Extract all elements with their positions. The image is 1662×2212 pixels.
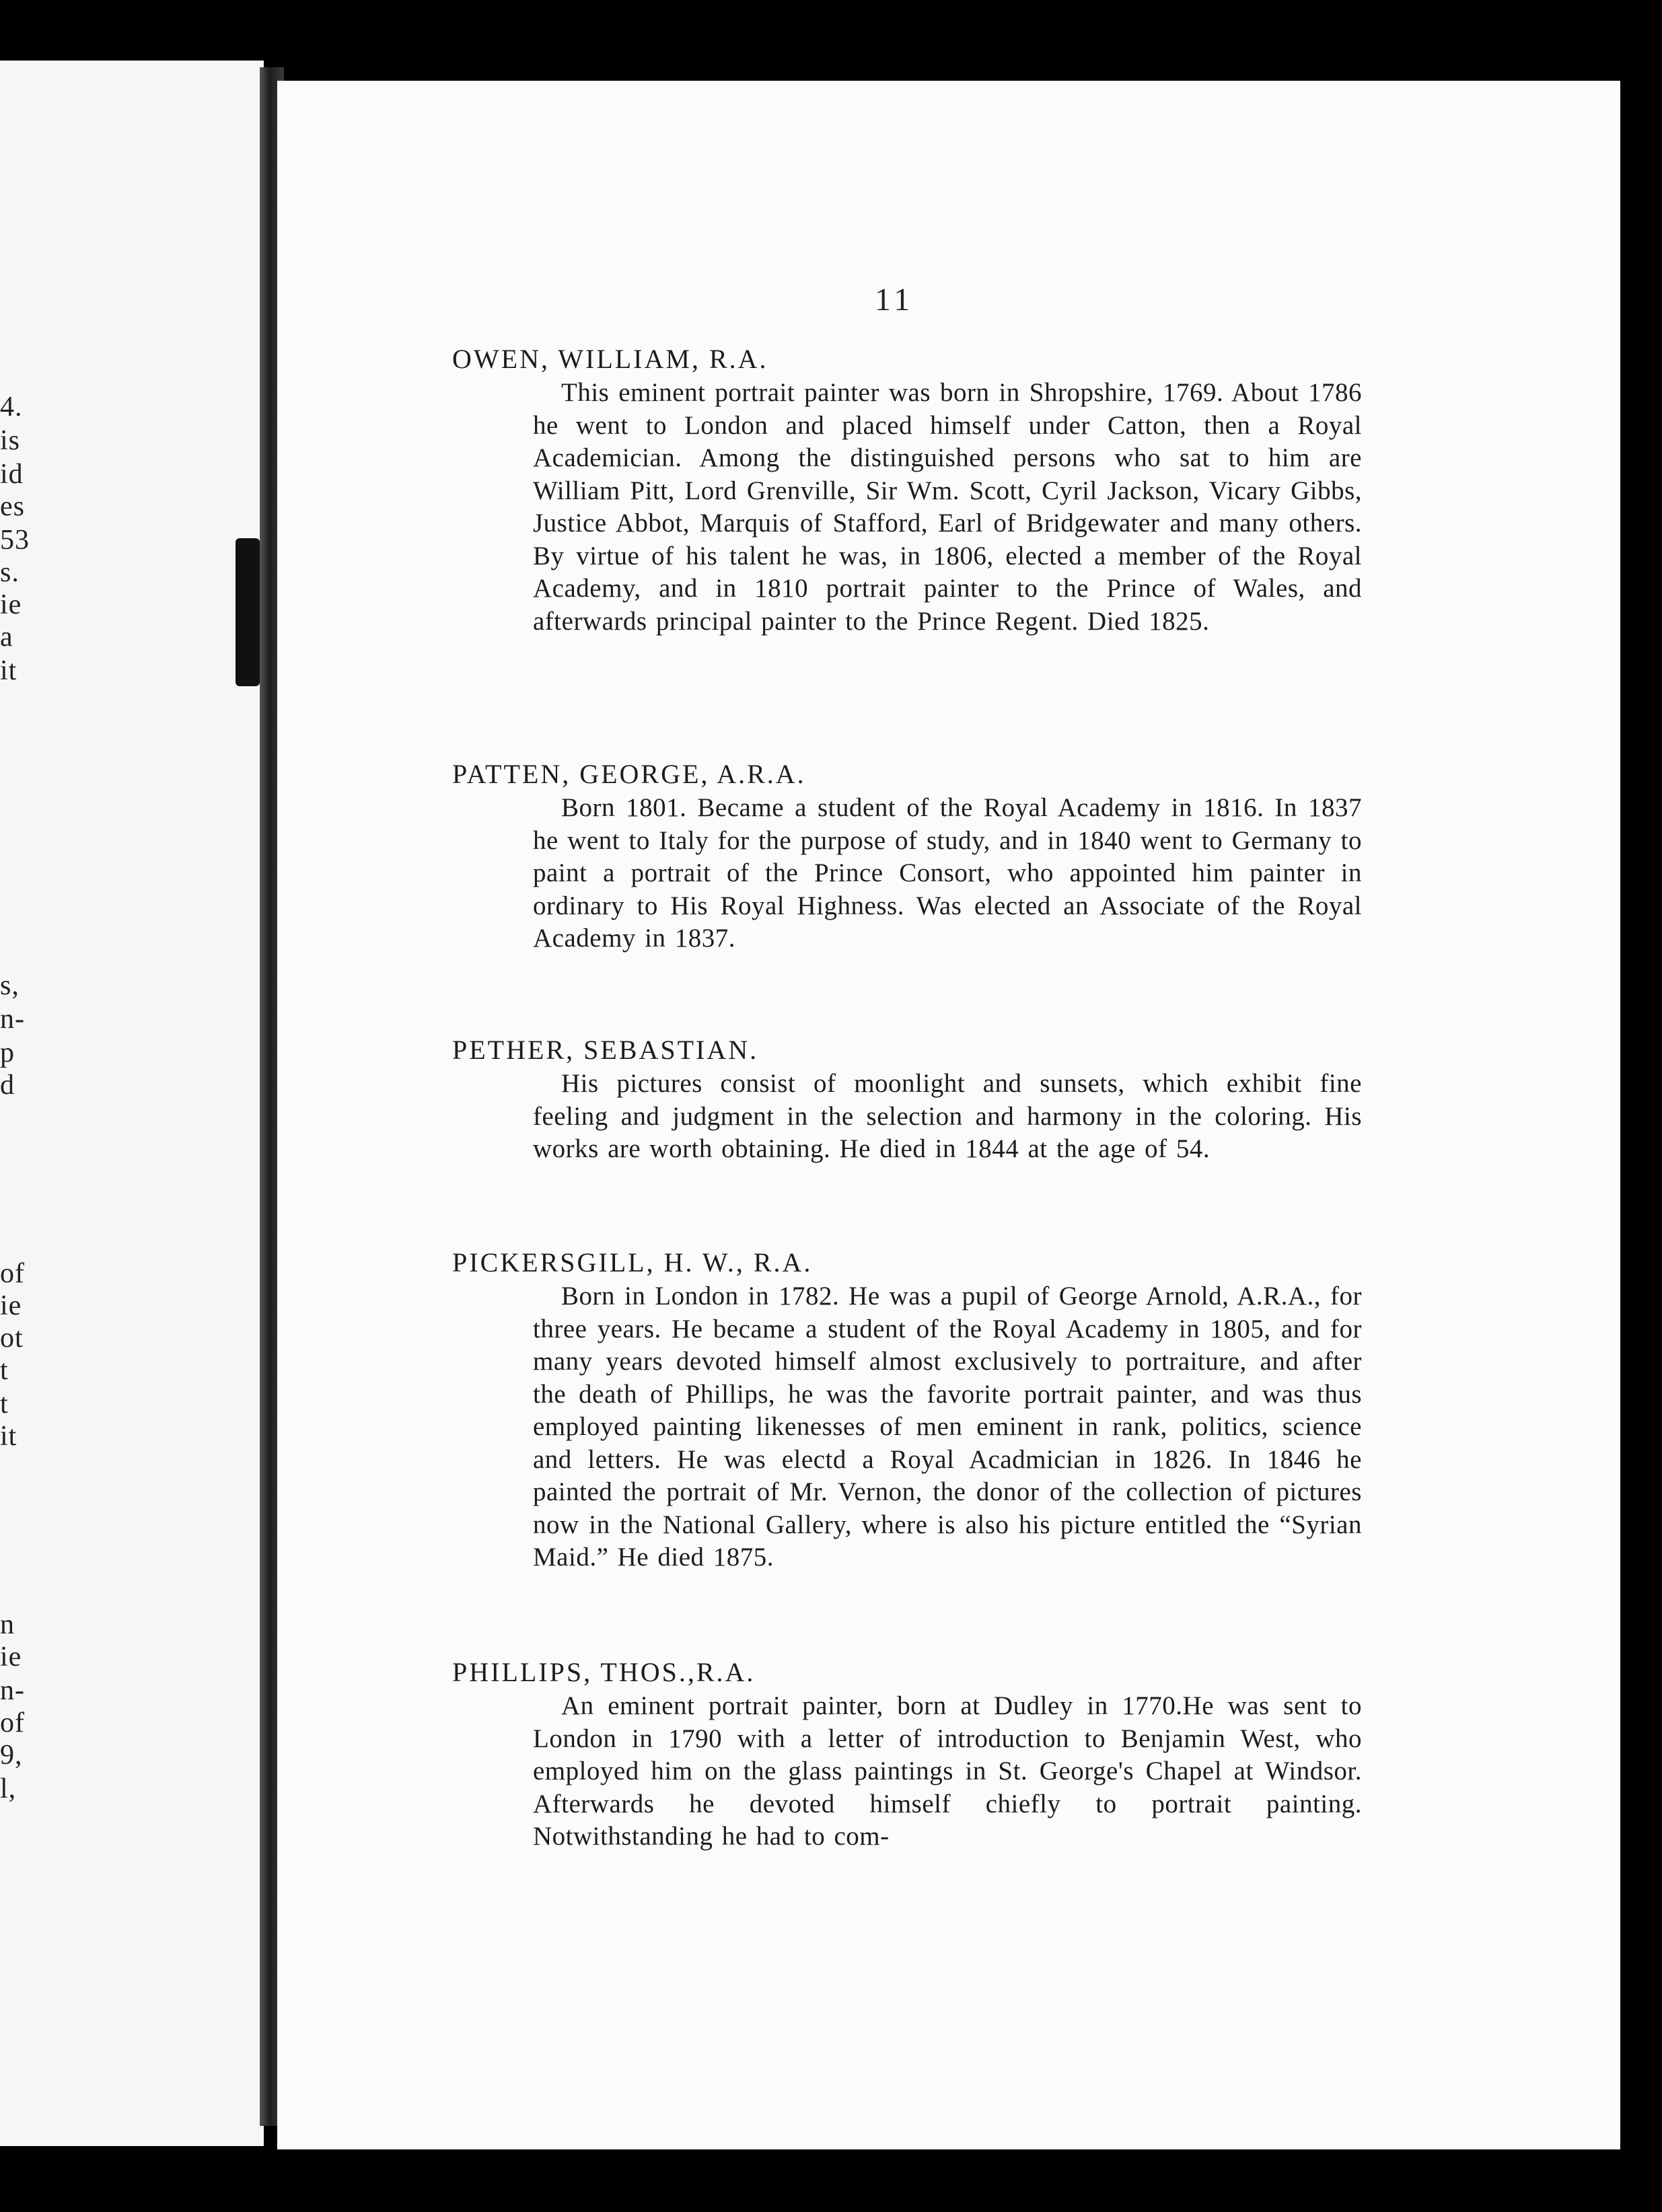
left-fragment: 9, xyxy=(0,1740,23,1771)
left-fragment: l, xyxy=(0,1773,17,1804)
left-fragment: s, xyxy=(0,970,20,1001)
left-fragment: of xyxy=(0,1707,25,1738)
left-fragment: ot xyxy=(0,1323,24,1354)
left-fragment: s. xyxy=(0,557,20,588)
entry-text: An eminent portrait painter, born at Dudley in 1770.He was sent to London in 1790 with a letter of introduction to Benjamin West, who employed him on the glass paintings in St. George's Chapel at Windsor. Afterwards he devoted himself chiefly to portrait painting. Notwithstanding he had to com- xyxy=(533,1691,1362,1851)
left-fragment: es xyxy=(0,491,25,522)
left-fragment: of xyxy=(0,1258,25,1289)
left-fragment: p xyxy=(0,1037,15,1068)
entry-heading: PHILLIPS, THOS.,R.A. xyxy=(452,1657,756,1687)
left-fragment: ie xyxy=(0,1290,22,1321)
left-fragment: ie xyxy=(0,589,22,620)
left-fragment: id xyxy=(0,459,24,490)
left-fragment: a xyxy=(0,622,13,653)
left-fragment: d xyxy=(0,1070,15,1101)
entry-text: His pictures consist of moonlight and sunsets, which exhibit fine feeling and judgment in the selection and harmony in the coloring. His works are worth obtaining. He died in 1844 at the age of 54. xyxy=(533,1069,1362,1163)
entry-text: Born in London in 1782. He was a pupil of George Arnold, A.R.A., for three years. He became a student of the Royal Academy in 1805, and for many years devoted himself almost exclusively to portraiture, and after the death of Phillips, he was the favorite portrait painter, and was thus employed painting likenesses of men eminent in rank, politics, science and letters. He was electd a Royal Acadmician in 1826. In 1846 he painted the portrait of Mr. Vernon, the donor of the collection of pictures now in the National Gallery, where is also his picture entitled the “Syrian Maid.” He died 1875. xyxy=(533,1282,1362,1572)
entry-text: This eminent portrait painter was born in Shropshire, 1769. About 1786 he went to London and placed himself under Catton, then a Royal Academician. Among the distinguished persons who sat to him are William Pitt, Lord Grenville, Sir Wm. Scott, Cyril Jackson, Vicary Gibbs, Justice Abbot, Marquis of Stafford, Earl of Bridgewater and many others. By virtue of his talent he was, in 1806, elected a member of the Royal Academy, and in 1810 portrait painter to the Prince of Wales, and afterwards principal painter to the Prince Regent. Died 1825. xyxy=(533,378,1362,636)
left-fragment: it xyxy=(0,655,17,686)
entry-heading: PATTEN, GEORGE, A.R.A. xyxy=(452,759,806,789)
page-number: 11 xyxy=(875,282,914,318)
left-fragment: 4. xyxy=(0,392,23,422)
entry-heading: PETHER, SEBASTIAN. xyxy=(452,1035,759,1065)
entry-heading: OWEN, WILLIAM, R.A. xyxy=(452,344,768,374)
left-fragment: n xyxy=(0,1609,15,1640)
entry-text: Born 1801. Became a student of the Royal Academy in 1816. In 1837 he went to Italy for the purpose of study, and in 1840 went to Germany to paint a portrait of the Prince Consort, who appointed him painter in ordinary to His Royal Highness. Was elected an Associate of the Royal Academy in 1837. xyxy=(533,793,1362,953)
left-fragment: n- xyxy=(0,1004,25,1035)
entry-heading: PICKERSGILL, H. W., R.A. xyxy=(452,1247,813,1278)
left-fragment: n- xyxy=(0,1675,25,1706)
left-fragment: t xyxy=(0,1389,9,1420)
left-fragment: ie xyxy=(0,1642,22,1672)
left-fragment: it xyxy=(0,1421,17,1452)
left-fragment: t xyxy=(0,1355,9,1386)
previous-page-edge xyxy=(0,61,264,2146)
left-fragment: is xyxy=(0,425,21,456)
left-fragment: 53 xyxy=(0,525,30,556)
spine-tear-mark xyxy=(236,538,260,686)
